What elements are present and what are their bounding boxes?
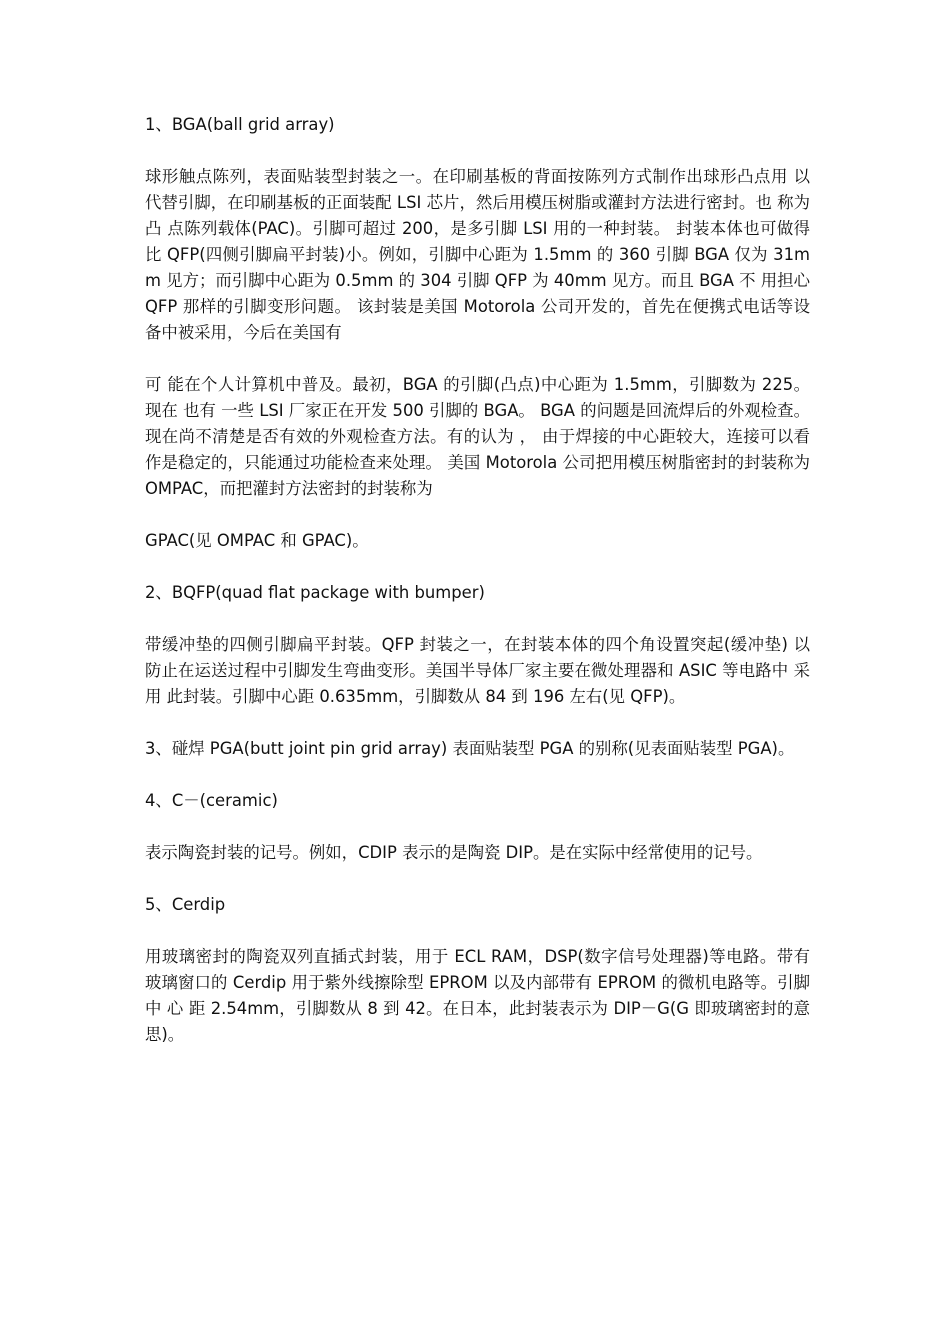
section-heading-bqfp: 2、BQFP(quad flat package with bumper) [145,583,485,602]
section-heading-butt-joint-pga: 3、碰焊 PGA(butt joint pin grid array) 表面贴装型 PGA 的别称(见表面贴装型 PGA)。 [145,739,795,758]
paragraph-cerdip-1: 用玻璃密封的陶瓷双列直插式封装，用于 ECL RAM，DSP(数字信号处理器)等电路。带有 玻璃窗口的 Cerdip 用于紫外线擦除型 EPROM 以及内部带有 EPROM 的微机电路等。引脚中 心 距 2.54mm，引脚数从 8 到 42。在日本，此封装表示为 DIP－G(G 即玻璃密封的意思)。 [145,947,810,1044]
document-page [145,112,810,1048]
section-heading-ceramic: 4、C－(ceramic) [145,791,278,810]
section-heading-cerdip: 5、Cerdip [145,895,226,914]
section-heading-bga: 1、BGA(ball grid array) [145,115,335,134]
paragraph-ceramic-1: 表示陶瓷封装的记号。例如，CDIP 表示的是陶瓷 DIP。是在实际中经常使用的记号。 [145,843,763,862]
paragraph-bga-3: GPAC(见 OMPAC 和 GPAC)。 [145,531,369,550]
paragraph-bga-2: 可 能在个人计算机中普及。最初，BGA 的引脚(凸点)中心距为 1.5mm，引脚数为 225。现在 也有 一些 LSI 厂家正在开发 500 引脚的 BGA。 BGA 的问题是回流焊后的外观检查。现在尚不清楚是否有效的外观检查方法。有的认为 ， 由于焊接的中心距较大，连接可以看作是稳定的，只能通过功能检查来处理。 美国 Motorola 公司把用模压树脂密封的封装称为 OMPAC，而把灌封方法密封的封装称为 [145,375,810,498]
paragraph-bqfp-1: 带缓冲垫的四侧引脚扁平封装。QFP 封装之一，在封装本体的四个角设置突起(缓冲垫) 以 防止在运送过程中引脚发生弯曲变形。美国半导体厂家主要在微处理器和 ASIC 等电路中 采用 此封装。引脚中心距 0.635mm，引脚数从 84 到 196 左右(见 QFP)。 [145,635,810,706]
paragraph-bga-1: 球形触点陈列，表面贴装型封装之一。在印刷基板的背面按陈列方式制作出球形凸点用 以 代替引脚，在印刷基板的正面装配 LSI 芯片，然后用模压树脂或灌封方法进行密封。也 称为凸 点陈列载体(PAC)。引脚可超过 200，是多引脚 LSI 用的一种封装。 封装本体也可做得比 QFP(四侧引脚扁平封装)小。例如，引脚中心距为 1.5mm 的 360 引脚 BGA 仅为 31mm 见方；而引脚中心距为 0.5mm 的 304 引脚 QFP 为 40mm 见方。而且 BGA 不 用担心 QFP 那样的引脚变形问题。 该封装是美国 Motorola 公司开发的，首先在便携式电话等设备中被采用，今后在美国有 [145,167,810,342]
